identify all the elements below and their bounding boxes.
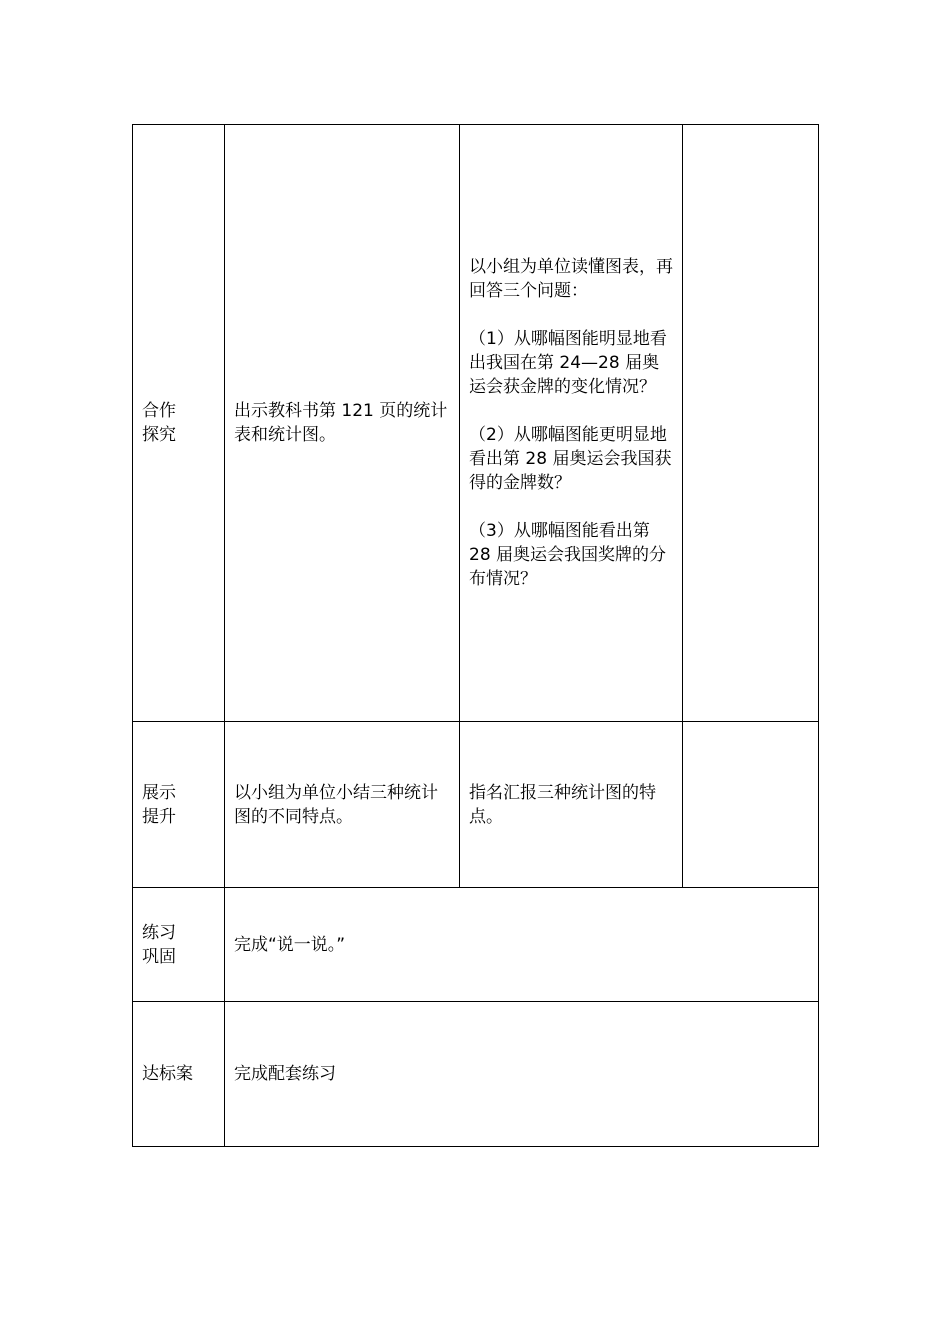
row-cooperative-exploration — [133, 125, 819, 722]
student-intro-text: 以小组为单位读懂图表，再回答三个问题： — [469, 257, 673, 301]
stage-label: 达标案 — [142, 1064, 193, 1084]
stage-cell — [133, 722, 225, 888]
target-content-text: 完成配套练习 — [234, 1064, 336, 1084]
teacher-activity-cell — [225, 125, 460, 722]
student-activity-cell — [460, 125, 683, 722]
content-cell — [225, 888, 819, 1002]
content-cell — [225, 1002, 819, 1147]
student-activity-cell — [460, 722, 683, 888]
row-target-assessment — [133, 1002, 819, 1147]
notes-cell — [683, 722, 819, 888]
question-2-text: （2）从哪幅图能更明显地看出第 28 届奥运会我国获得的金牌数？ — [469, 425, 672, 493]
teacher-activity-text: 出示教科书第 121 页的统计表和统计图。 — [234, 401, 448, 445]
question-1-text: （1）从哪幅图能明显地看出我国在第 24—28 届奥运会获金牌的变化情况？ — [469, 329, 667, 397]
stage-cell — [133, 125, 225, 722]
student-activity-text: 指名汇报三种统计图的特点。 — [469, 782, 656, 827]
teacher-activity-text: 以小组为单位小结三种统计图的不同特点。 — [234, 782, 438, 827]
teacher-activity-cell — [225, 722, 460, 888]
stage-cell — [133, 888, 225, 1002]
row-practice-consolidation — [133, 888, 819, 1002]
lesson-plan-table — [132, 124, 819, 1147]
stage-label: 展示 提升 — [142, 782, 176, 827]
notes-cell — [683, 125, 819, 722]
row-presentation-improvement — [133, 722, 819, 888]
stage-label: 合作 探究 — [142, 401, 176, 445]
question-3-text: （3）从哪幅图能看出第 28 届奥运会我国奖牌的分布情况？ — [469, 521, 667, 589]
stage-cell — [133, 1002, 225, 1147]
practice-content-text: 完成“说一说。” — [234, 934, 346, 955]
stage-label: 练习 巩固 — [142, 922, 176, 967]
